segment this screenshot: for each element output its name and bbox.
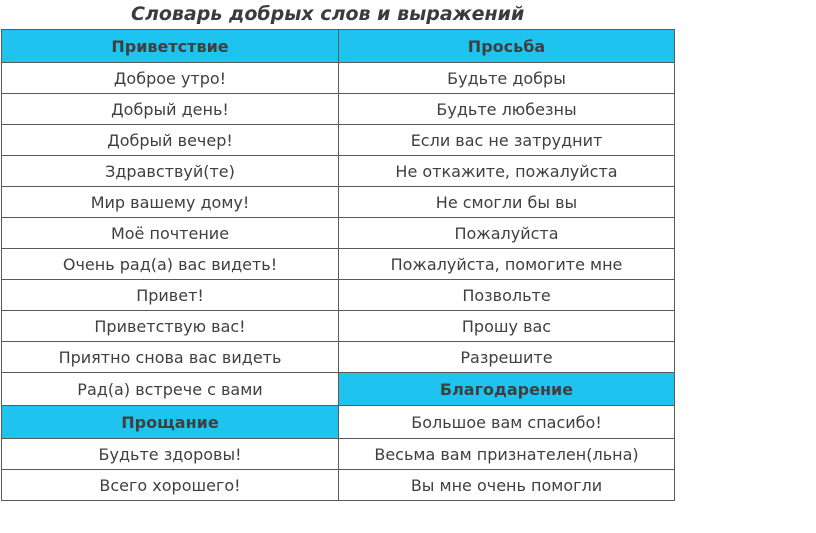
cell-greeting: Мир вашему дому! <box>2 187 339 218</box>
cell-greeting: Здравствуй(те) <box>2 156 339 187</box>
cell-request: Не откажите, пожалуйста <box>339 156 675 187</box>
table-row <box>2 470 675 501</box>
cell-request: Если вас не затруднит <box>339 125 675 156</box>
cell-greeting: Доброе утро! <box>2 63 339 94</box>
cell-greeting: Приветствую вас! <box>2 311 339 342</box>
table-row <box>2 94 675 125</box>
table-row <box>2 439 675 470</box>
table-row <box>2 342 675 373</box>
table-row <box>2 218 675 249</box>
cell-greeting: Добрый день! <box>2 94 339 125</box>
cell-request: Пожалуйста <box>339 218 675 249</box>
cell-farewell: Всего хорошего! <box>2 470 339 501</box>
cell-gratitude: Большое вам спасибо! <box>339 406 675 439</box>
cell-farewell: Будьте здоровы! <box>2 439 339 470</box>
header-gratitude: Благодарение <box>339 373 675 406</box>
header-greeting: Приветствие <box>2 30 339 63</box>
table-row <box>2 156 675 187</box>
cell-greeting: Добрый вечер! <box>2 125 339 156</box>
cell-gratitude: Весьма вам признателен(льна) <box>339 439 675 470</box>
table-header-row <box>2 30 675 63</box>
cell-request: Прошу вас <box>339 311 675 342</box>
cell-gratitude: Вы мне очень помогли <box>339 470 675 501</box>
phrase-table <box>1 29 675 501</box>
table-row <box>2 406 675 439</box>
page-title: Словарь добрых слов и выражений <box>131 3 525 25</box>
table-row <box>2 249 675 280</box>
cell-request: Будьте добры <box>339 63 675 94</box>
cell-greeting: Привет! <box>2 280 339 311</box>
cell-greeting: Очень рад(а) вас видеть! <box>2 249 339 280</box>
cell-request: Позвольте <box>339 280 675 311</box>
table-row <box>2 373 675 406</box>
table-row <box>2 187 675 218</box>
cell-greeting: Приятно снова вас видеть <box>2 342 339 373</box>
cell-request: Не смогли бы вы <box>339 187 675 218</box>
table-row <box>2 125 675 156</box>
cell-request: Разрешите <box>339 342 675 373</box>
table-row <box>2 280 675 311</box>
table-row <box>2 311 675 342</box>
cell-request: Пожалуйста, помогите мне <box>339 249 675 280</box>
table-row <box>2 63 675 94</box>
cell-greeting: Рад(а) встрече с вами <box>2 373 339 406</box>
header-request: Просьба <box>339 30 675 63</box>
header-farewell: Прощание <box>2 406 339 439</box>
cell-greeting: Моё почтение <box>2 218 339 249</box>
cell-request: Будьте любезны <box>339 94 675 125</box>
